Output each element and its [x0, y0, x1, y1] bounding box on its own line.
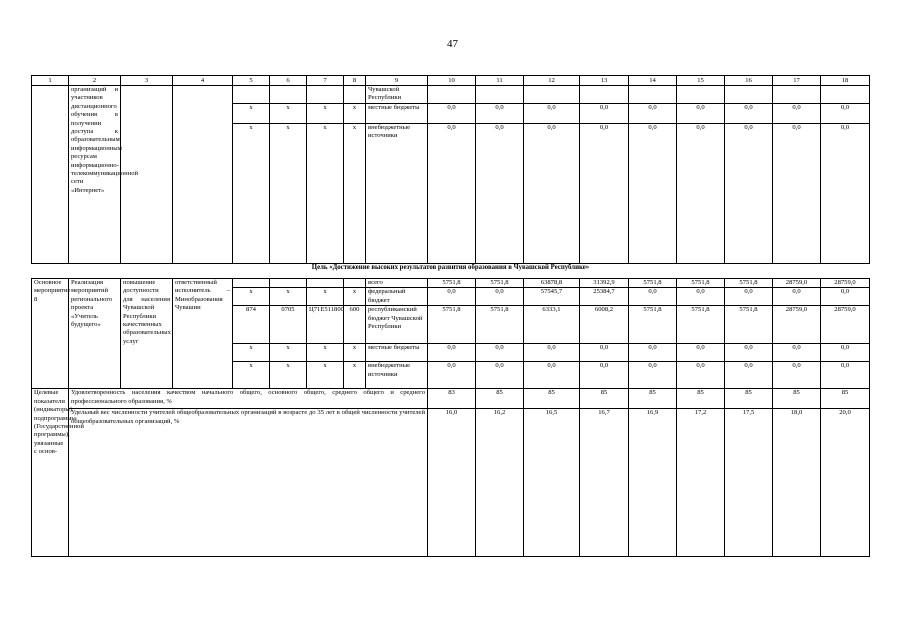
value-cell: 85: [773, 389, 821, 409]
header-cell: 5: [233, 76, 270, 86]
code-cell: x: [270, 104, 307, 124]
funding-source: федеральный бюджет: [366, 288, 428, 306]
value-cell: 16,0: [428, 409, 476, 557]
value-cell: 0,0: [580, 362, 629, 389]
value-cell: 0,0: [821, 288, 870, 306]
value-cell: 16,9: [629, 409, 677, 557]
value-cell: 0,0: [677, 362, 725, 389]
value-cell: [428, 86, 476, 104]
value-cell: 0,0: [476, 124, 524, 264]
value-cell: [580, 86, 629, 104]
funding-source: всего: [366, 279, 428, 288]
value-cell: 17,5: [725, 409, 773, 557]
value-cell: 5751,8: [677, 279, 725, 288]
value-cell: 0,0: [428, 124, 476, 264]
table-row: [32, 389, 870, 409]
code-cell: Ц71Е511800: [307, 306, 344, 344]
header-cell: 8: [344, 76, 366, 86]
header-cell: 10: [428, 76, 476, 86]
value-cell: 0,0: [773, 362, 821, 389]
indicators-label: Целевые показатели (индикаторы) подпрограммы (Государственной программы), увязанные с основ-: [32, 389, 69, 557]
event-executor: ответственный исполнитель – Минобразования Чувашии: [173, 279, 233, 389]
header-cell: 7: [307, 76, 344, 86]
value-cell: 0,0: [629, 104, 677, 124]
page-number: 47: [447, 38, 458, 50]
value-cell: 20,0: [821, 409, 870, 557]
value-cell: 28759,0: [821, 279, 870, 288]
header-cell: 15: [677, 76, 725, 86]
value-cell: 5751,8: [428, 279, 476, 288]
value-cell: [773, 86, 821, 104]
code-cell: [233, 279, 270, 288]
activity-name: организаций и участников дистанционного обучения в получении доступа к образовательным информационным ресурсам информационно-телекоммуникационной сети «Интернет»: [69, 86, 121, 264]
header-cell: 1: [32, 76, 69, 86]
value-cell: 0,0: [773, 288, 821, 306]
code-cell: x: [307, 344, 344, 362]
cell-col1: [32, 86, 69, 264]
header-cell: 12: [524, 76, 580, 86]
code-cell: x: [270, 344, 307, 362]
table-row: [32, 86, 870, 104]
value-cell: 5751,8: [476, 279, 524, 288]
value-cell: [821, 86, 870, 104]
value-cell: [629, 86, 677, 104]
value-cell: 85: [821, 389, 870, 409]
value-cell: 83: [428, 389, 476, 409]
value-cell: 0,0: [677, 124, 725, 264]
value-cell: 85: [725, 389, 773, 409]
value-cell: 0,0: [677, 344, 725, 362]
goal-heading: Цель «Достижение высоких результатов развития образования в Чувашской Республике»: [32, 264, 870, 279]
funding-source: внебюджетные источники: [366, 362, 428, 389]
value-cell: 16,7: [580, 409, 629, 557]
value-cell: 0,0: [580, 104, 629, 124]
funding-source: местные бюджеты: [366, 104, 428, 124]
value-cell: 85: [629, 389, 677, 409]
value-cell: 0,0: [428, 362, 476, 389]
value-cell: 5751,8: [629, 279, 677, 288]
value-cell: 28759,0: [773, 306, 821, 344]
value-cell: 0,0: [524, 362, 580, 389]
value-cell: 5751,8: [428, 306, 476, 344]
value-cell: 0,0: [677, 104, 725, 124]
code-cell: x: [233, 362, 270, 389]
value-cell: 0,0: [821, 362, 870, 389]
code-cell: [344, 279, 366, 288]
value-cell: 28759,0: [773, 279, 821, 288]
value-cell: 28759,0: [821, 306, 870, 344]
indicator-text: Удельный вес численности учителей общеобразовательных организаций в возрасте до 35 лет в общей численности учителей общеобразовательных организаций, %: [69, 409, 428, 557]
code-cell: x: [307, 362, 344, 389]
indicator-text: Удовлетворенность населения качеством начального общего, основного общего, среднего общего и среднего профессионального образования, %: [69, 389, 428, 409]
header-cell: 4: [173, 76, 233, 86]
code-cell: x: [270, 288, 307, 306]
value-cell: 0,0: [524, 124, 580, 264]
value-cell: 0,0: [773, 344, 821, 362]
value-cell: 85: [476, 389, 524, 409]
value-cell: 31392,9: [580, 279, 629, 288]
main-block: [32, 279, 870, 389]
value-cell: 5751,8: [476, 306, 524, 344]
code-cell: [270, 86, 307, 104]
value-cell: 0,0: [476, 288, 524, 306]
top-block: [32, 86, 870, 264]
value-cell: 0,0: [821, 344, 870, 362]
header-cell: 3: [121, 76, 173, 86]
value-cell: 16,5: [524, 409, 580, 557]
goal-row: [32, 264, 870, 279]
funding-source: Чувашской Республики: [366, 86, 428, 104]
value-cell: 6333,1: [524, 306, 580, 344]
value-cell: 16,2: [476, 409, 524, 557]
code-cell: [307, 279, 344, 288]
indicators-block: [32, 389, 870, 557]
code-cell: x: [307, 104, 344, 124]
value-cell: 6008,2: [580, 306, 629, 344]
header-cell: 9: [366, 76, 428, 86]
table-row: [32, 279, 870, 288]
code-cell: x: [270, 124, 307, 264]
code-cell: x: [344, 124, 366, 264]
code-cell: [307, 86, 344, 104]
code-cell: 874: [233, 306, 270, 344]
value-cell: 0,0: [428, 288, 476, 306]
code-cell: x: [233, 288, 270, 306]
value-cell: 0,0: [580, 344, 629, 362]
event-type: Основное мероприятие 8: [32, 279, 69, 389]
value-cell: 0,0: [677, 288, 725, 306]
code-cell: 0705: [270, 306, 307, 344]
value-cell: 0,0: [725, 288, 773, 306]
value-cell: 5751,8: [725, 306, 773, 344]
code-cell: x: [233, 344, 270, 362]
code-cell: 600: [344, 306, 366, 344]
value-cell: 0,0: [629, 288, 677, 306]
code-cell: [270, 279, 307, 288]
code-cell: [233, 86, 270, 104]
value-cell: 5751,8: [725, 279, 773, 288]
header-cell: 2: [69, 76, 121, 86]
code-cell: x: [270, 362, 307, 389]
event-name: Реализация мероприятий регионального проекта «Учитель будущего»: [69, 279, 121, 389]
value-cell: 0,0: [476, 362, 524, 389]
table-row: [32, 409, 870, 557]
value-cell: 0,0: [629, 362, 677, 389]
value-cell: 57545,7: [524, 288, 580, 306]
value-cell: 0,0: [629, 124, 677, 264]
value-cell: 0,0: [821, 124, 870, 264]
value-cell: 0,0: [476, 344, 524, 362]
value-cell: 17,2: [677, 409, 725, 557]
value-cell: [524, 86, 580, 104]
code-cell: [344, 86, 366, 104]
value-cell: [476, 86, 524, 104]
value-cell: 25384,7: [580, 288, 629, 306]
value-cell: 0,0: [725, 104, 773, 124]
value-cell: 0,0: [428, 344, 476, 362]
value-cell: 85: [677, 389, 725, 409]
value-cell: 0,0: [725, 362, 773, 389]
value-cell: 0,0: [524, 104, 580, 124]
value-cell: [677, 86, 725, 104]
code-cell: x: [233, 124, 270, 264]
value-cell: 0,0: [476, 104, 524, 124]
header-cell: 13: [580, 76, 629, 86]
value-cell: 0,0: [821, 104, 870, 124]
header-cell: 6: [270, 76, 307, 86]
value-cell: 0,0: [725, 344, 773, 362]
value-cell: 0,0: [773, 104, 821, 124]
header-cell: 14: [629, 76, 677, 86]
value-cell: 0,0: [428, 104, 476, 124]
header-cell: 18: [821, 76, 870, 86]
event-goal: повышение доступности для населения Чувашской Республики качественных образовательных услуг: [121, 279, 173, 389]
value-cell: [725, 86, 773, 104]
value-cell: 63878,8: [524, 279, 580, 288]
header-cell: 11: [476, 76, 524, 86]
value-cell: 5751,8: [677, 306, 725, 344]
code-cell: x: [307, 124, 344, 264]
value-cell: 0,0: [524, 344, 580, 362]
value-cell: 85: [524, 389, 580, 409]
column-number-row: [32, 76, 870, 86]
value-cell: 18,0: [773, 409, 821, 557]
funding-source: республиканский бюджет Чувашской Республики: [366, 306, 428, 344]
funding-source: местные бюджеты: [366, 344, 428, 362]
value-cell: 0,0: [629, 344, 677, 362]
header-cell: 16: [725, 76, 773, 86]
code-cell: x: [344, 362, 366, 389]
code-cell: x: [233, 104, 270, 124]
code-cell: x: [344, 344, 366, 362]
value-cell: 0,0: [725, 124, 773, 264]
code-cell: x: [344, 288, 366, 306]
header-cell: 17: [773, 76, 821, 86]
value-cell: 0,0: [580, 124, 629, 264]
value-cell: 0,0: [773, 124, 821, 264]
value-cell: 5751,8: [629, 306, 677, 344]
code-cell: x: [307, 288, 344, 306]
code-cell: x: [344, 104, 366, 124]
cell-col4: [173, 86, 233, 264]
budget-table: [31, 75, 870, 557]
funding-source: внебюджетные источники: [366, 124, 428, 264]
value-cell: 85: [580, 389, 629, 409]
